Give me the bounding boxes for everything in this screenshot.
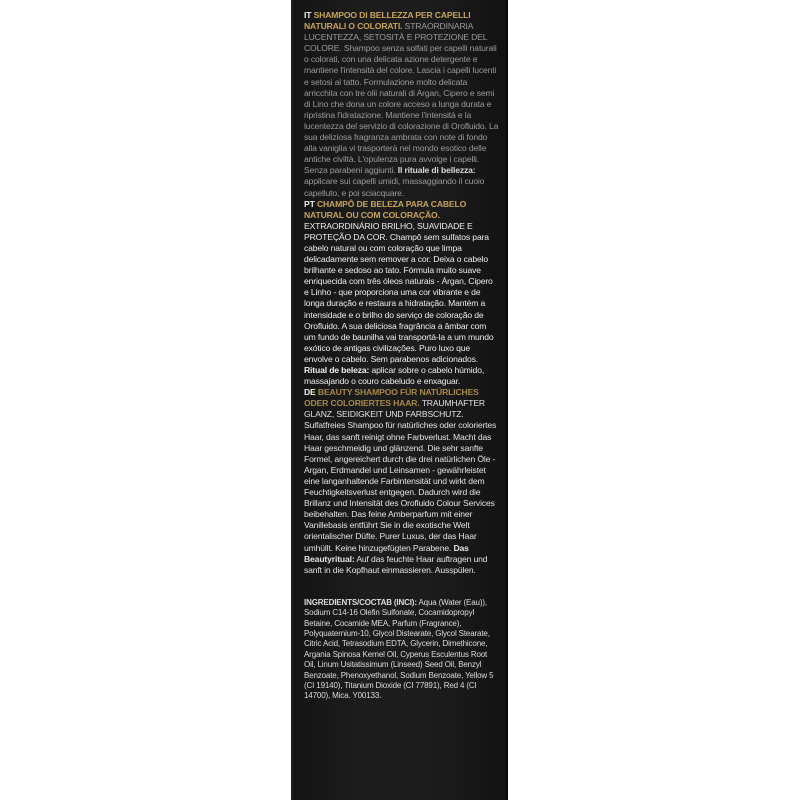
shampoo-box-side-panel — [291, 0, 508, 800]
body-de: Sulfatfreies Shampoo für natürliches oder coloriertes Haar, das sanft reinigt ohne Farbverlust. Macht das Haar geschmeidig und glänzend. Die sehr sanfte Formel, angereichert durch die drei natürlichen Öle - Argan, Erdmandel und Leinsamen - gewährleistet eine langanhaltende Farbintensität und wirkt dem Feuchtigkeitsverlust entgegen. Dadurch wird die Brillanz und Intensität des Orofluido Colour Services beibehalten. Das feine Amberparfum mit einer Vanillebasis entführt Sie in die exotische Welt orientalischer Düfte. Purer Luxus, der das Haar umhüllt. Keine hinzugefügten Parabene. — [304, 420, 497, 553]
lang-code-pt: PT — [304, 198, 315, 209]
lead-de: TRAUMHAFTER GLANZ, SEIDIGKEIT UND FARBSCHUTZ. — [304, 398, 485, 420]
ritual-label-pt: Ritual de beleza: — [304, 365, 370, 375]
lead-it: STRAORDINARIA LUCENTEZZA, SETOSITÀ E PROTEZIONE DEL COLORE. — [304, 21, 488, 54]
lead-pt: EXTRAORDINÁRIO BRILHO, SUAVIDADE E PROTEÇÃO DA COR. — [304, 220, 473, 242]
title-de: BEAUTY SHAMPOO FÜR NATÜRLICHES ODER COLORIERTES HAAR. — [304, 387, 479, 409]
body-it: Shampoo senza solfati per capelli naturali o colorati, con una delicata azione detergente e mantiene l'intensità del colore. Lascia i capelli lucenti e setosi al tatto. Formulazione molto delicata arricchita con tre olii naturali di Argan, Cipero e semi di Lino che dona un colore acceso a lunga durata e ripristina l'idratazione. Mantiene l'intensità e la lucentezza del servizio di colorazione di Orofluido. La sua deliziosa fragranza ambrata con note di fondo alla vaniglia vi trasporterà nel mondo esotico delle antiche civiltà. L'opulenza pura avvolge i capelli. Senza parabeni aggiunti. — [304, 43, 499, 176]
body-pt: Champô sem sulfatos para cabelo natural ou com coloração que limpa delicadamente sem remover a cor. Deixa o cabelo brilhante e sedoso ao tato. Fórmula muito suave enriquecida com três óleos naturais - Árgan, Cipero e Linho - que proporciona uma cor vibrante e de longa duração e restaura a hidratação. Mantém a intensidade e o brilho do serviço de coloração de Orofluido. A sua deliciosa fragrância a âmbar com um fundo de baunilha vai transportá-la a um mundo exótico de antigas civilizações. Puro luxo que envolve o cabelo. Sem parabenos adicionados. — [304, 231, 494, 364]
lang-code-it: IT — [304, 10, 312, 20]
title-it: SHAMPOO DI BELLEZZA PER CAPELLI NATURALI O COLORATI. — [304, 10, 471, 32]
ritual-de: Auf das feuchte Haar auftragen und sanft in die Kopfhaut einmassieren. Ausspülen. — [304, 553, 488, 575]
ritual-pt: aplicar sobre o cabelo húmido, massajando o couro cabeludo e enxaguar. — [304, 365, 485, 387]
ritual-label-it: Il rituale di bellezza: — [397, 165, 476, 176]
ingredients-label: INGREDIENTS/COCTAB (INCI): — [304, 597, 417, 607]
ritual-it: applicare sui capelli umidi, massaggiando il cuoio capelluto, e poi sciacquare. — [304, 176, 485, 198]
section-italian — [304, 10, 499, 199]
section-portuguese — [304, 199, 499, 388]
ingredients-list — [304, 598, 499, 702]
ritual-label-de: Das Beautyritual: — [304, 542, 469, 564]
section-german — [304, 387, 499, 576]
label-text-block — [304, 10, 499, 710]
title-pt: CHAMPÔ DE BELEZA PARA CABELO NATURAL OU COM COLORAÇÃO. — [304, 198, 467, 220]
lang-code-de: DE — [304, 387, 316, 398]
ingredients-text: Aqua (Water (Eau)), Sodium C14-16 Olefin Sulfonate, Cocamidopropyl Betaine, Cocamide MEA, Parfum (Fragrance), Polyquaternium-10, Glycol Distearate, Glycol Stearate, Citric Acid, Tetrasodium EDTA, Glycerin, Dimethicone, Argania Spinosa Kernel Oil, Cyperus Esculentus Root Oil, Linum Usitatissimum (Linseed) Seed Oil, Benzyl Benzoate, Phenoxyethanol, Sodium Benzoate, Yellow 5 (CI 19140), Titanium Dioxide (CI 77891), Red 4 (CI 14700), Mica. Y00133. — [304, 597, 494, 701]
